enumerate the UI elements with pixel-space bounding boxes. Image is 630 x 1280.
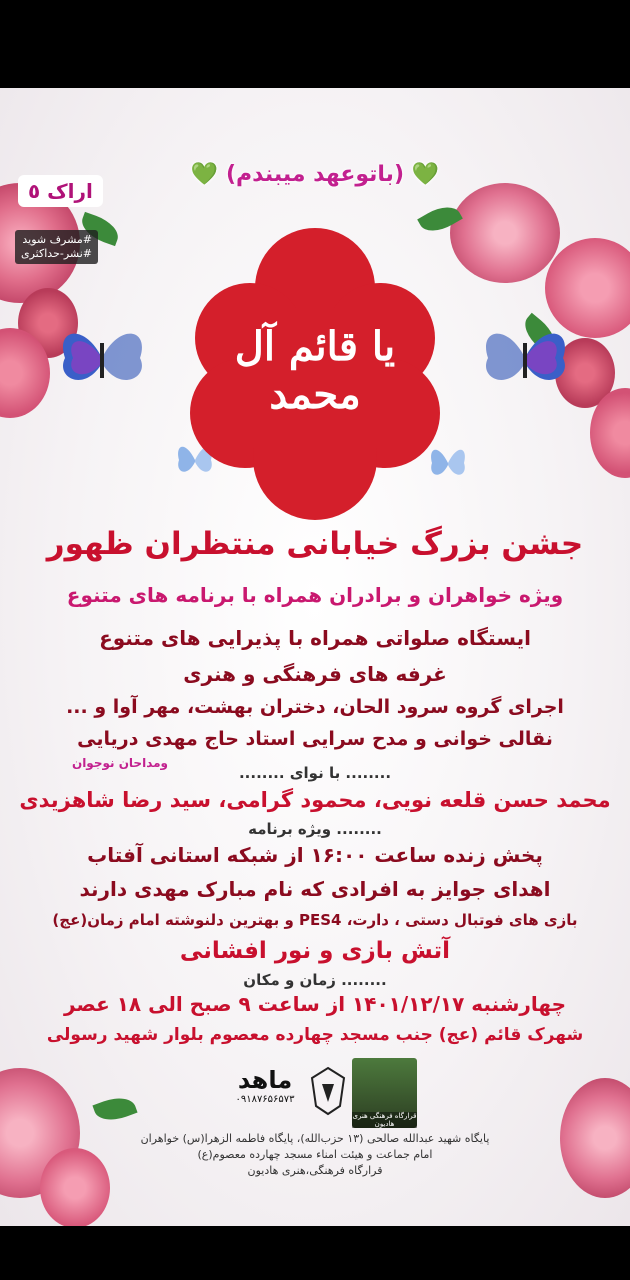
special-item: بازی های فوتبال دستی ، دارت، PES4 و بهترین دلنوشته امام زمان(عج) (52, 911, 578, 929)
city-tag[interactable]: اراک ٥ (18, 175, 103, 207)
mahed-logo-text: ماهد (237, 1066, 293, 1094)
martyr-photo (352, 1058, 417, 1128)
heart-right: 💚 (190, 162, 219, 187)
sponsor-line-2: امام جماعت و هیئت امناء مسجد چهارده معصوم(ع) (197, 1148, 433, 1161)
butterfly-icon (478, 318, 573, 398)
badge-line-2: #نشر-حداکثری (21, 247, 92, 260)
place-line: شهرک قائم (عج) جنب مسجد چهارده معصوم بلوار شهید رسولی (46, 1025, 584, 1045)
reciters-heading: ........ با نوای ........ (238, 764, 392, 782)
special-item: اهدای جوایز به افرادی که نام مبارک مهدی دارند (79, 877, 551, 901)
program-item: اجرای گروه سرود الحان، دختران بهشت، مهر آوا و ... (66, 696, 564, 718)
reciters-names: محمد حسن قلعه نویی، محمود گرامی، سید رضا شاهزیدی (19, 788, 611, 812)
rose-decoration (450, 183, 560, 283)
sponsor-line-1: پایگاه شهید عبدالله صالحی (۱۳ حزب‌الله)، پایگاه فاطمه الزهرا(س) خواهران (140, 1132, 490, 1145)
special-item: آتش بازی و نور افشانی (179, 938, 451, 964)
emblem-calligraphy: یا قائم آل محمد (234, 323, 396, 418)
share-badge (15, 230, 98, 264)
poster-subtitle: ویژه خواهران و برادران همراه با برنامه های متنوع (66, 583, 564, 607)
sponsor-line-3: قرارگاه فرهنگی،هنری هادیون (247, 1164, 383, 1177)
leaf-decoration (92, 1092, 137, 1126)
overlay-text-2: (باتوعهد میبندم) (226, 162, 404, 187)
butterfly-icon (55, 318, 150, 398)
reciters-small: ومداحان نوجوان (71, 756, 169, 770)
program-item: نقالی خوانی و مدح سرایی استاد حاج مهدی دریایی (77, 728, 553, 750)
time-heading: ........ زمان و مکان (243, 971, 387, 989)
photo-caption: قرارگاه فرهنگی هنری هادیون (352, 1112, 417, 1128)
mahed-logo (225, 1066, 305, 1105)
poster-title: جشن بزرگ خیابانی منتظران ظهور (46, 526, 584, 562)
badge-line-1: #مشرف شوید (22, 233, 92, 246)
emblem-logo-icon (308, 1066, 348, 1116)
heart-left: 💚 (411, 162, 440, 187)
program-item: ایستگاه صلواتی همراه با پذیرایی های متنوع (99, 626, 531, 650)
date-line: چهارشنبه ۱۴۰۱/۱۲/۱۷ از ساعت ۹ صبح الی ۱۸ عصر (63, 992, 567, 1016)
mahed-phone: ۰۹۱۸۷۶۵۶۵۷۳ (235, 1094, 295, 1105)
special-item: پخش زنده ساعت ۱۶:۰۰ از شبکه استانی آفتاب (87, 843, 543, 867)
special-heading: ........ ویژه برنامه (248, 820, 382, 838)
program-item: غرفه های فرهنگی و هنری (183, 662, 447, 686)
